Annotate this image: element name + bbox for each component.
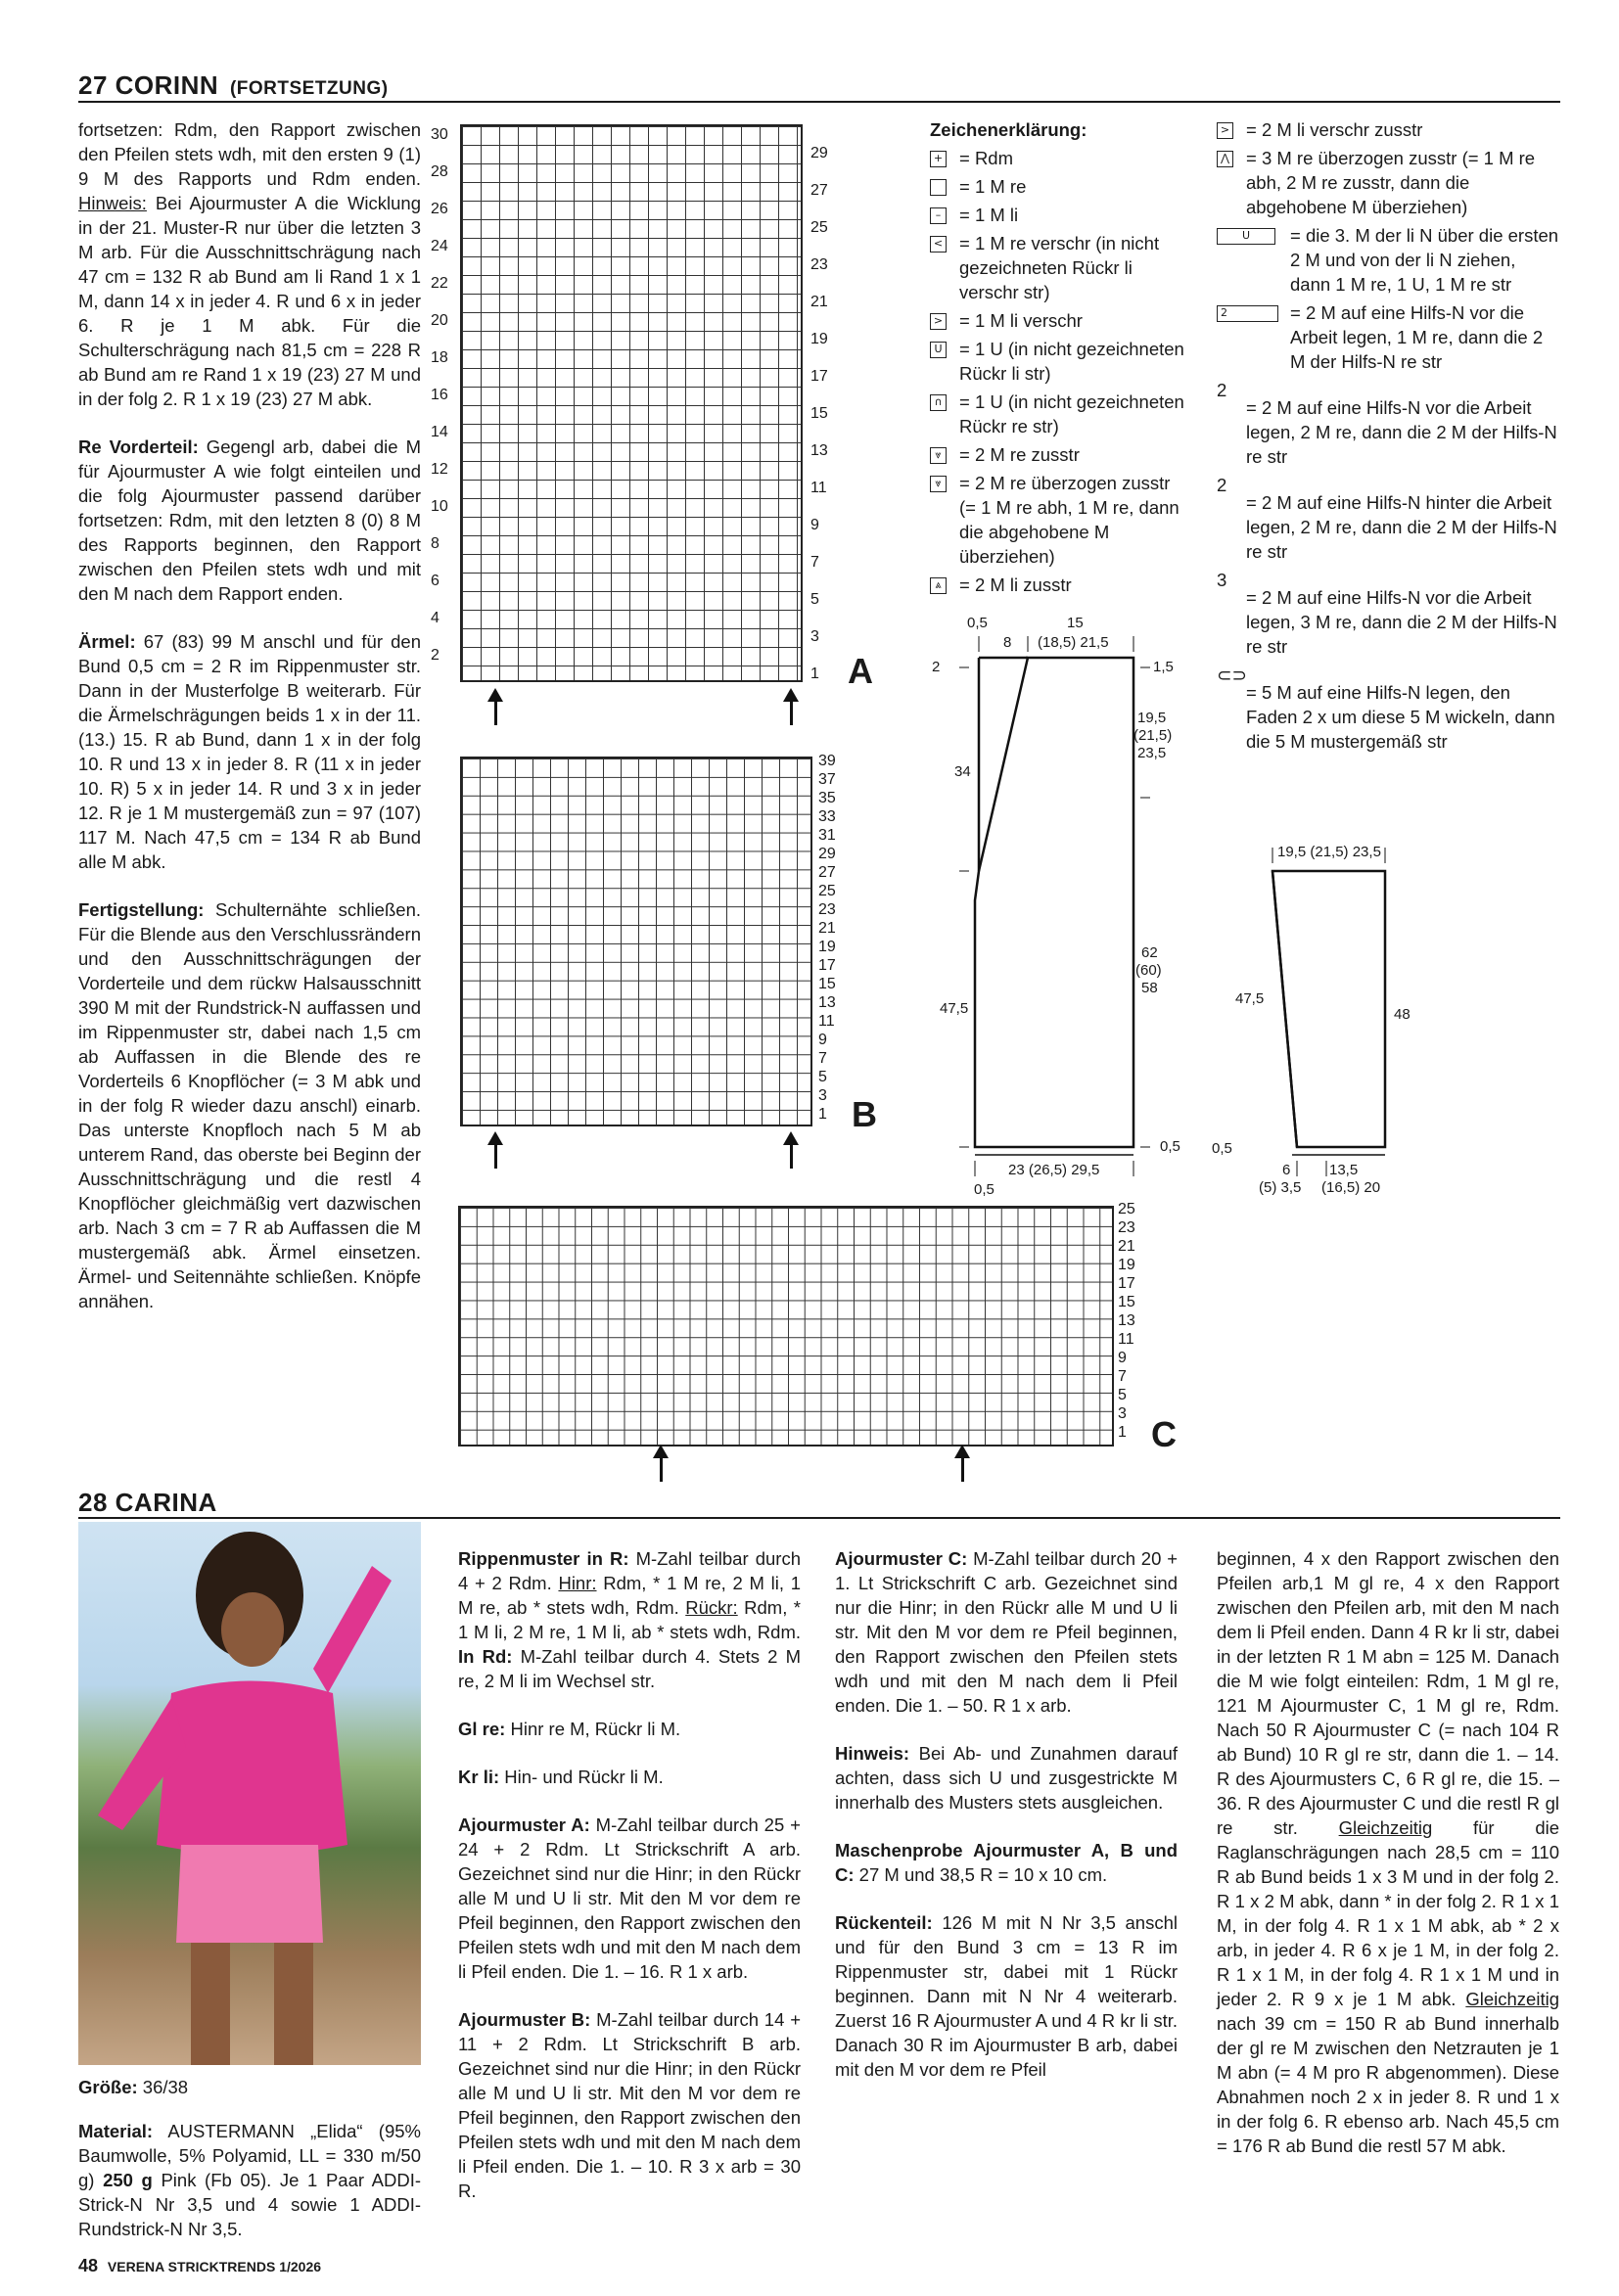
yarn-over-icon: U	[930, 342, 947, 358]
paragraph-sleeve: Ärmel: 67 (83) 99 M anschl und für den Bund 0,5 cm = 2 R im Rippenmuster str. Dann in der Musterfolge B weiterarb. Für die Ärmelschrägungen beids 1 x in der 11. (13.) 15. R ab Bund, dann 1 x in der folg 10. R und 13 x in jeder 8. R (11 x in jeder 10. R) 5 x in jeder 14. R und 3 x in jeder 12. R je 1 M mustergemäß zun = 97 (107) 117 M. Nach 47,5 cm = 134 R ab Bund alle M abk.	[78, 631, 421, 872]
twisted-knit-icon: <	[930, 236, 947, 253]
legend-item: > = 2 M li verschr zusstr	[1217, 117, 1559, 142]
twisted-p2tog-icon: >	[1217, 122, 1233, 139]
rib-pattern-paragraph: Rippenmuster in R: M-Zahl teilbar durch 4 + 2 Rdm. Hinr: Rdm, * 1 M re, 2 M li, 1 M re, ab * stets wdh, Rdm. Rückr: Rdm, * 1 M li, 2 M re, 1 M li, ab * stets wdh, Rdm. In Rd: M-Zahl teilbar durch 4. Stets 2 M re, 2 M li im Wechsel str.	[458, 1548, 802, 1691]
legend-item: ⩔ = 2 M re überzogen zusstr (= 1 M re abh, 1 M re, dann die abgehobene M überziehen)	[930, 471, 1189, 569]
sleeve-slope	[1272, 871, 1297, 1147]
lace-c-paragraph: Ajourmuster C: M-Zahl teilbar durch 20 + 1. Lt Strickschrift C arb. Gezeichnet sind nur die Hinr; in den Rückr alle M und U li str. Mit den M vor dem re Pfeil beginnen, den Rapport zwischen den Pfeilen stets wdh und mit den M nach dem li Pfeil enden. Die 1. – 50. R 1 x arb.	[835, 1548, 1178, 1716]
dim-label: 58	[1141, 980, 1158, 996]
front-neckline-slope	[979, 658, 1028, 871]
legend-item: > = 1 M li verschr	[930, 308, 1189, 333]
dim-label: (21,5)	[1133, 727, 1173, 744]
legend-item: = 1 M re	[930, 174, 1189, 199]
sweater-shape	[157, 1681, 347, 1856]
edge-stitch-icon: +	[930, 151, 947, 167]
section-27-title: 27 CORINN	[78, 70, 219, 100]
dim-label: 6	[1282, 1162, 1291, 1178]
yarn-over-knit-icon: ∩	[930, 394, 947, 411]
paragraph-finishing: Fertigstellung: Schulternähte schließen. Für die Blende aus den Verschlussrändern und den Ausschnittschrägungen der Vorderteile und dem rückw Halsausschnitt 390 M mit der Rundstrick-N auffassen und im Rippenmuster str, dabei nach 1,5 cm ab Auffassen in die Blende des re Vorderteils 6 Knopflöcher (= 3 M abk und in der folg R wieder dazu anschl) einarb. Das unterste Knopfloch nach 5 M ab unterem Rand, das oberste bei Beginn der Ausschnittschrägung und die restl 4 Knopflöcher gleichmäßig vert dazwischen arb. Nach 3 cm = 7 R ab Auffassen die M mustergemäß abk. Ärmel einsetzen. Ärmel- und Seitennähte schließen. Knöpfe annähen.	[78, 899, 421, 1311]
section-27-subtitle: (FORTSETZUNG)	[229, 78, 389, 99]
legend-column-1	[930, 117, 1189, 601]
dim-label: 47,5	[1235, 990, 1265, 1007]
hint-paragraph: Hinweis: Bei Ab- und Zunahmen darauf achten, dass sich U und zusgestrickte M innerhalb des Musters stets ausgleichen.	[835, 1743, 1178, 1813]
gauge-paragraph: Maschenprobe Ajourmuster A, B und C: 27 M und 38,5 R = 10 x 10 cm.	[835, 1840, 1178, 1885]
legend-item: = 5 M auf eine Hilfs-N legen, den Faden 2 x um diese 5 M wickeln, dann die 5 M mustergemäß str	[1246, 682, 1555, 752]
legend-item: = 2 M auf eine Hilfs-N vor die Arbeit legen, 3 M re, dann die 2 M der Hilfs-N re str	[1246, 587, 1557, 657]
paragraph-continuation: fortsetzen: Rdm, den Rapport zwischen den Pfeilen stets wdh, mit den ersten 9 (1) 9 M des Rapports und Rdm enden. Hinweis: Bei Ajourmuster A die Wicklung in der 21. Muster-R nur über die letzten 3 M arb. Für die Ausschnittschrägung nach 47 cm = 132 R ab Bund am li Rand 1 x 1 M, dann 14 x in jeder 4. R und 6 x in jeder 6. R je 1 M abk. Für die Schulterschrägung nach 81,5 cm = 228 R ab Bund am re Rand 1 x 19 (23) 27 M und in der folg 2. R 1 x 19 (23) 27 M abk.	[78, 119, 421, 409]
carina-column-4	[1217, 1546, 1559, 2181]
reverse-stockinette-paragraph: Kr li: Hin- und Rückr li M.	[458, 1767, 664, 1787]
stockinette-paragraph: Gl re: Hinr re M, Rückr li M.	[458, 1719, 681, 1739]
section-28-rule	[78, 1517, 1560, 1519]
page-number: 48	[78, 2256, 99, 2275]
chart-b-arrow-left-icon	[790, 1143, 793, 1169]
section-27-rule	[78, 101, 1560, 103]
section-title-28: 28 CARINA	[78, 1488, 217, 1517]
dim-label: 2	[932, 659, 941, 675]
cable-2-3-front-icon: 3	[1217, 570, 1227, 590]
front-piece-outline	[975, 658, 1133, 1147]
cable-2-2-front-symbol-row	[1217, 378, 1559, 400]
legend-item: = 2 M auf eine Hilfs-N hinter die Arbeit legen, 2 M re, dann die 2 M der Hilfs-N re str	[1246, 492, 1557, 562]
chart-a: 30 28 26 24 22 20 18 16 14 12 10 8 6 4 2 29 27 25 23 21 19 17 15 13 11 9 7 5 3 1	[431, 126, 828, 682]
dim-label: 0,5	[1212, 1140, 1232, 1157]
legend-item: 2 = 2 M auf eine Hilfs-N vor die Arbeit legen, 1 M re, dann die 2 M der Hilfs-N re str	[1217, 300, 1559, 374]
page-footer	[78, 2256, 321, 2276]
dim-label: 8	[1003, 634, 1012, 651]
legend-item: + = Rdm	[930, 146, 1189, 170]
cable-2-3-front-symbol-row	[1217, 568, 1559, 590]
chart-b-grid	[460, 757, 812, 1126]
front-piece-schematic	[920, 607, 1184, 1204]
dim-label: 47,5	[940, 1000, 969, 1017]
dim-label: 13,5	[1329, 1162, 1359, 1178]
legend-item: ⩓ = 2 M li zusstr	[930, 573, 1189, 597]
dim-label: 48	[1394, 1006, 1411, 1023]
lace-a-paragraph: Ajourmuster A: M-Zahl teilbar durch 25 + 24 + 2 Rdm. Lt Strickschrift A arb. Gezeichnet sind nur die Hinr; in den Rückr alle M und U li str. Mit den M vor dem re Pfeil beginnen, den Rapport zwischen den Pfeilen stets wdh und mit den M nach dem li Pfeil enden. Die 1. – 16. R 1 x arb.	[458, 1814, 801, 1982]
legend-column-2	[1217, 117, 1559, 758]
legend-heading: Zeichenerklärung:	[930, 119, 1087, 140]
purl-stitch-icon: –	[930, 207, 947, 224]
cable-2-1-front-icon: 2	[1217, 305, 1278, 322]
chart-a-arrow-left-icon	[790, 700, 793, 725]
legend-item: < = 1 M re verschr (in nicht gezeichneten Rückr li verschr str)	[930, 231, 1189, 304]
back-piece-paragraph: Rückenteil: 126 M mit N Nr 3,5 anschl und für den Bund 3 cm = 13 R im Rippenmuster str, dabei mit 1 Rückr beginnen. Dann mit N Nr 4 weiterarb. Zuerst 16 R Ajourmuster A und 4 R kr li str. Danach 30 R im Ajourmuster B arb, dabei mit den M vor dem re Pfeil	[835, 1912, 1178, 2080]
corinn-text-column	[78, 117, 421, 1337]
dim-label: 1,5	[1153, 659, 1174, 675]
dim-label: (18,5) 21,5	[1038, 634, 1109, 651]
legend-item: U = 1 U (in nicht gezeichneten Rückr li str)	[930, 337, 1189, 386]
lace-b-paragraph: Ajourmuster B: M-Zahl teilbar durch 14 + 11 + 2 Rdm. Lt Strickschrift B arb. Gezeichnet sind nur die Hinr; in den Rückr alle M und U li str. Mit den M vor dem re Pfeil beginnen, den Rapport zwischen den Pfeilen stets wdh und mit den M nach dem li Pfeil enden. Die 1. – 10. R 3 x arb = 30 R.	[458, 2009, 801, 2201]
dim-label: 0,5	[1160, 1138, 1180, 1155]
dim-label: 0,5	[967, 615, 988, 631]
carina-materials-column	[78, 2075, 421, 2265]
dim-label: 15	[1067, 615, 1084, 631]
chart-a-letter: A	[848, 651, 873, 691]
paragraph-right-front: Re Vorderteil: Gegengl arb, dabei die M für Ajourmuster A wie folgt einteilen und die folg Ajourmuster passend darüber fortsetzen: Rdm, mit den letzten 8 (0) 8 M des Rapports beginnen, den Rapport zwischen den Pfeilen stets wdh und mit den M nach dem Rapport enden.	[78, 436, 421, 604]
dim-label: 19,5	[1137, 710, 1167, 726]
material-paragraph: Material: AUSTERMANN „Elida“ (95% Baumwolle, 5% Polyamid, LL = 330 m/50 g) 250 g Pink (Fb 05). Je 1 Paar ADDI-Strick-N Nr 3,5 und 4 sowie 1 ADDI-Rundstrick-N Nr 3,5.	[78, 2121, 421, 2239]
ssk-icon: ⩔	[930, 476, 947, 492]
chart-c-arrow-right-icon	[660, 1456, 663, 1482]
chart-c-letter: C	[1151, 1414, 1177, 1454]
legend-item: ∩ = 1 U (in nicht gezeichneten Rückr re str)	[930, 390, 1189, 438]
cable-2-2-back-symbol-row	[1217, 473, 1559, 495]
dim-label: 19,5 (21,5) 23,5	[1277, 844, 1381, 860]
wrap-symbol-row	[1217, 663, 1559, 685]
leg-left-shape	[191, 1943, 230, 2065]
knit-stitch-icon	[930, 179, 947, 196]
dim-label: 62	[1141, 944, 1158, 961]
carina-column-3	[835, 1546, 1178, 2105]
sleeve-schematic	[1204, 842, 1419, 1194]
chart-a-arrow-right-icon	[494, 700, 497, 725]
chart-b-letter: B	[852, 1094, 877, 1134]
chart-c-grid	[458, 1206, 1114, 1446]
sleeve-right-shape	[313, 1566, 392, 1693]
double-decrease-icon: ⋀	[1217, 151, 1233, 167]
chart-b-arrow-right-icon	[494, 1143, 497, 1169]
dim-label: (5) 3,5	[1259, 1179, 1302, 1196]
k2tog-icon: ⩔	[930, 447, 947, 464]
dim-label: 23 (26,5) 29,5	[1008, 1162, 1100, 1178]
legend-item: U = die 3. M der li N über die ersten 2 M und von der li N ziehen, dann 1 M re, 1 U, 1 M re str	[1217, 223, 1559, 297]
twisted-purl-icon: >	[930, 313, 947, 330]
back-piece-continued-paragraph: beginnen, 4 x den Rapport zwischen den Pfeilen arb,1 M gl re, 4 x den Rapport zwischen den Pfeilen arb, mit den M nach dem li Pfeil enden. Dann 4 R kr li str, dabei in der letzten R 1 M abn = 125 M. Danach die M wie folgt einteilen: Rdm, 1 M gl re, 121 M Ajourmuster C, 1 M gl re, Rdm. Nach 50 R Ajourmuster C (= nach 104 R ab Bund) 10 R gl re str, dann die 1. – 14. R des Ajourmusters C, 6 R gl re, die 15. – 36. R des Ajourmuster C und die restl R gl re str. Gleichzeitig für die Raglanschrägungen nach 28,5 cm = 110 R ab Bund beids 1 x 3 M und in der folg 2. R 1 x 2 M abk, dann * in der folg 2. R 1 x 1 M, in der folg 4. R 1 x 1 M abk, ab * 2 x arb, in jeder 4. R 6 x je 1 M, in der folg 2. R 1 x 1 M, in der folg 4. R 1 x 1 M und in jeder 2. R 9 x je 1 M abk. Gleichzeitig nach 39 cm = 150 R ab Bund innerhalb der gl re M zwischen den Netzrauten je 1 M abn (= 4 M pro R abgenommen). Diese Abnahmen noch 2 x in jeder 8. R und 1 x in der folg 6. R ebenso arb. Nach 45,5 cm = 176 R ab Bund die restl 57 M abk.	[1217, 1548, 1560, 2156]
dim-label: (16,5) 20	[1321, 1179, 1381, 1196]
chart-a-grid	[460, 124, 803, 682]
legend-item: – = 1 M li	[930, 203, 1189, 227]
section-title-27	[78, 70, 389, 101]
size-paragraph: Größe: 36/38	[78, 2077, 189, 2097]
carina-column-2	[458, 1546, 801, 2227]
dim-label: 23,5	[1137, 745, 1167, 761]
cable-2-2-back-icon: 2	[1217, 475, 1227, 495]
legend-item: ⋀ = 3 M re überzogen zusstr (= 1 M re abh, 2 M re zusstr, dann die abgehobene M überziehen)	[1217, 146, 1559, 219]
magazine-name: VERENA STRICKTRENDS 1/2026	[107, 2259, 322, 2274]
wrap-stitches-icon: ⊂⊃	[1217, 665, 1248, 685]
leg-right-shape	[274, 1943, 313, 2065]
dim-label: 34	[954, 763, 971, 780]
dim-label: (60)	[1135, 962, 1162, 979]
cable-2-2-front-icon: 2	[1217, 380, 1227, 400]
legend-item: ⩔ = 2 M re zusstr	[930, 442, 1189, 467]
legend-item: = 2 M auf eine Hilfs-N vor die Arbeit legen, 2 M re, dann die 2 M der Hilfs-N re str	[1246, 397, 1557, 467]
p2tog-icon: ⩓	[930, 577, 947, 594]
model-figure-image	[78, 1522, 421, 2065]
chart-c-arrow-left-icon	[961, 1456, 964, 1482]
shorts-shape	[176, 1845, 323, 1943]
dim-label: 0,5	[974, 1181, 995, 1198]
pass-over-stitch-icon: U	[1217, 228, 1275, 245]
model-photo	[78, 1522, 421, 2065]
sleeve-outline	[1272, 871, 1385, 1147]
face-shape	[221, 1592, 284, 1667]
